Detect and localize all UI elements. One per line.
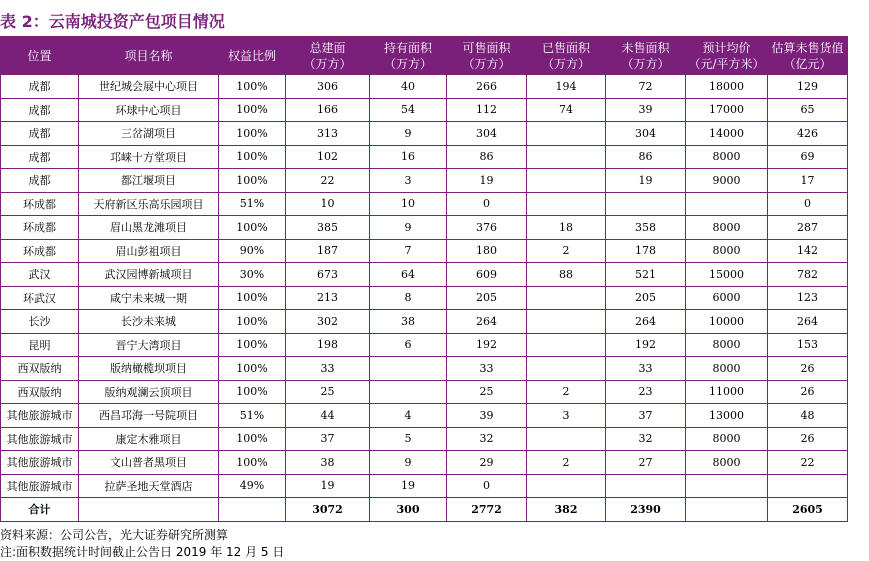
cell-location: 成都: [1, 75, 79, 99]
cell-total-gfa: 673: [286, 263, 370, 287]
cell-saleable-area: 33: [447, 357, 527, 381]
cell-held-area: [370, 380, 447, 404]
cell-sold-area: 2: [527, 451, 606, 475]
cell-total-gfa: 198: [286, 333, 370, 357]
cell-unsold-value: [768, 474, 848, 498]
cell-equity-ratio: 100%: [219, 98, 286, 122]
cell-total-gfa: 38: [286, 451, 370, 475]
cell-saleable-area: 0: [447, 474, 527, 498]
cell-unsold-area: 37: [606, 404, 686, 428]
cell-saleable-area: 192: [447, 333, 527, 357]
table-title: 表 2：云南城投资产包项目情况: [0, 12, 225, 31]
cell-unsold-value: 287: [768, 216, 848, 240]
table-row: [1, 310, 848, 334]
cell-saleable-area: 180: [447, 239, 527, 263]
cell-sold-area: [527, 145, 606, 169]
cell-location: 环成都: [1, 239, 79, 263]
cell-location: 长沙: [1, 310, 79, 334]
cell-equity-ratio: 100%: [219, 310, 286, 334]
table-row: [1, 169, 848, 193]
project-table: [0, 36, 848, 522]
header-unsold-value: 估算未售货值 （亿元）: [768, 37, 848, 75]
cell-equity-ratio: 90%: [219, 239, 286, 263]
table-row: [1, 380, 848, 404]
cell-project-name: 康定木雅项目: [79, 427, 219, 451]
table-row: [1, 474, 848, 498]
cell-equity-ratio: 100%: [219, 145, 286, 169]
cell-held-area: 9: [370, 451, 447, 475]
cell-saleable-area: 112: [447, 98, 527, 122]
cell-unsold-area: 358: [606, 216, 686, 240]
cell-project-name: 文山普者黑项目: [79, 451, 219, 475]
cell-held-area: 38: [370, 310, 447, 334]
total-project-name: [79, 498, 219, 522]
cell-unsold-value: 26: [768, 380, 848, 404]
cell-location: 其他旅游城市: [1, 451, 79, 475]
table-row: [1, 75, 848, 99]
cell-equity-ratio: 30%: [219, 263, 286, 287]
cell-unsold-value: 426: [768, 122, 848, 146]
cell-project-name: 三岔湖项目: [79, 122, 219, 146]
cell-held-area: 54: [370, 98, 447, 122]
cell-total-gfa: 102: [286, 145, 370, 169]
cell-avg-price: 11000: [686, 380, 768, 404]
header-saleable-area: 可售面积 （万方）: [447, 37, 527, 75]
cell-held-area: 19: [370, 474, 447, 498]
cell-held-area: 64: [370, 263, 447, 287]
cell-total-gfa: 166: [286, 98, 370, 122]
cell-unsold-area: 32: [606, 427, 686, 451]
cell-project-name: 世纪城会展中心项目: [79, 75, 219, 99]
total-unsold-value: 2605: [768, 498, 848, 522]
cell-sold-area: [527, 474, 606, 498]
cell-sold-area: 194: [527, 75, 606, 99]
cell-held-area: [370, 357, 447, 381]
cell-unsold-area: 72: [606, 75, 686, 99]
cell-saleable-area: 32: [447, 427, 527, 451]
cell-total-gfa: 302: [286, 310, 370, 334]
cell-unsold-value: 65: [768, 98, 848, 122]
total-held-area: 300: [370, 498, 447, 522]
cell-location: 其他旅游城市: [1, 404, 79, 428]
cell-location: 武汉: [1, 263, 79, 287]
cell-total-gfa: 25: [286, 380, 370, 404]
cell-equity-ratio: 100%: [219, 380, 286, 404]
cell-saleable-area: 266: [447, 75, 527, 99]
cell-sold-area: [527, 357, 606, 381]
cell-equity-ratio: 49%: [219, 474, 286, 498]
cell-equity-ratio: 51%: [219, 192, 286, 216]
cell-project-name: 天府新区乐高乐园项目: [79, 192, 219, 216]
cell-project-name: 邛崃十方堂项目: [79, 145, 219, 169]
cell-held-area: 8: [370, 286, 447, 310]
cell-project-name: 环球中心项目: [79, 98, 219, 122]
cell-unsold-area: [606, 192, 686, 216]
cell-unsold-area: 521: [606, 263, 686, 287]
header-equity-ratio: 权益比例: [219, 37, 286, 75]
cell-avg-price: [686, 474, 768, 498]
cell-avg-price: 6000: [686, 286, 768, 310]
cell-held-area: 4: [370, 404, 447, 428]
cell-total-gfa: 10: [286, 192, 370, 216]
cell-unsold-area: 264: [606, 310, 686, 334]
cell-location: 环成都: [1, 216, 79, 240]
cell-location: 成都: [1, 122, 79, 146]
cell-avg-price: 8000: [686, 357, 768, 381]
cell-held-area: 16: [370, 145, 447, 169]
cell-total-gfa: 385: [286, 216, 370, 240]
cell-unsold-area: 23: [606, 380, 686, 404]
cell-avg-price: 17000: [686, 98, 768, 122]
cell-unsold-value: 153: [768, 333, 848, 357]
cell-unsold-area: 39: [606, 98, 686, 122]
cell-saleable-area: 264: [447, 310, 527, 334]
cell-project-name: 长沙未来城: [79, 310, 219, 334]
cell-location: 其他旅游城市: [1, 427, 79, 451]
cell-avg-price: 8000: [686, 427, 768, 451]
cell-location: 昆明: [1, 333, 79, 357]
cell-project-name: 版纳橄榄坝项目: [79, 357, 219, 381]
total-location: 合计: [1, 498, 79, 522]
cell-unsold-area: 27: [606, 451, 686, 475]
cell-avg-price: 8000: [686, 333, 768, 357]
cell-unsold-value: 123: [768, 286, 848, 310]
cell-equity-ratio: 100%: [219, 333, 286, 357]
cell-unsold-value: 0: [768, 192, 848, 216]
table-row: [1, 216, 848, 240]
cell-location: 成都: [1, 169, 79, 193]
cell-equity-ratio: 100%: [219, 427, 286, 451]
cell-avg-price: 8000: [686, 451, 768, 475]
table-notes: [0, 527, 284, 561]
cell-sold-area: [527, 427, 606, 451]
header-unsold-area: 未售面积 （万方）: [606, 37, 686, 75]
cell-sold-area: 2: [527, 380, 606, 404]
cell-equity-ratio: 100%: [219, 216, 286, 240]
cell-sold-area: 3: [527, 404, 606, 428]
total-sold-area: 382: [527, 498, 606, 522]
table-row: [1, 404, 848, 428]
cell-saleable-area: 205: [447, 286, 527, 310]
cell-avg-price: [686, 192, 768, 216]
cell-sold-area: [527, 333, 606, 357]
header-held-area: 持有面积 （万方）: [370, 37, 447, 75]
total-avg-price: [686, 498, 768, 522]
cell-unsold-value: 782: [768, 263, 848, 287]
cell-total-gfa: 44: [286, 404, 370, 428]
cell-unsold-value: 26: [768, 357, 848, 381]
cell-total-gfa: 33: [286, 357, 370, 381]
table-row: [1, 333, 848, 357]
cell-avg-price: 8000: [686, 216, 768, 240]
cell-avg-price: 10000: [686, 310, 768, 334]
cell-project-name: 武汉园博新城项目: [79, 263, 219, 287]
cell-unsold-value: 17: [768, 169, 848, 193]
cell-location: 成都: [1, 98, 79, 122]
cell-project-name: 拉萨圣地天堂酒店: [79, 474, 219, 498]
cell-unsold-area: [606, 474, 686, 498]
cell-held-area: 9: [370, 216, 447, 240]
total-saleable-area: 2772: [447, 498, 527, 522]
cell-saleable-area: 376: [447, 216, 527, 240]
cell-held-area: 5: [370, 427, 447, 451]
header-sold-area: 已售面积 （万方）: [527, 37, 606, 75]
cell-total-gfa: 306: [286, 75, 370, 99]
cell-unsold-value: 129: [768, 75, 848, 99]
cell-saleable-area: 25: [447, 380, 527, 404]
cell-avg-price: 8000: [686, 239, 768, 263]
total-unsold-area: 2390: [606, 498, 686, 522]
cell-avg-price: 9000: [686, 169, 768, 193]
cell-equity-ratio: 100%: [219, 122, 286, 146]
cell-total-gfa: 19: [286, 474, 370, 498]
cell-sold-area: [527, 310, 606, 334]
cell-project-name: 眉山彭祖项目: [79, 239, 219, 263]
cell-equity-ratio: 100%: [219, 451, 286, 475]
cell-sold-area: 18: [527, 216, 606, 240]
cell-total-gfa: 22: [286, 169, 370, 193]
cell-location: 西双版纳: [1, 357, 79, 381]
header-location: 位置: [1, 37, 79, 75]
cell-saleable-area: 0: [447, 192, 527, 216]
total-total-gfa: 3072: [286, 498, 370, 522]
cell-held-area: 3: [370, 169, 447, 193]
table-row: [1, 122, 848, 146]
cell-held-area: 6: [370, 333, 447, 357]
cell-project-name: 眉山黑龙滩项目: [79, 216, 219, 240]
table-header-row: [1, 37, 848, 75]
cell-unsold-area: 19: [606, 169, 686, 193]
cell-unsold-area: 33: [606, 357, 686, 381]
cell-saleable-area: 304: [447, 122, 527, 146]
cell-project-name: 版纳观澜云顶项目: [79, 380, 219, 404]
table-row: [1, 451, 848, 475]
cell-unsold-value: 264: [768, 310, 848, 334]
cell-total-gfa: 37: [286, 427, 370, 451]
cell-total-gfa: 187: [286, 239, 370, 263]
cell-equity-ratio: 100%: [219, 357, 286, 381]
table-row: [1, 145, 848, 169]
header-project-name: 项目名称: [79, 37, 219, 75]
table-row: [1, 192, 848, 216]
cell-location: 西双版纳: [1, 380, 79, 404]
cell-sold-area: 74: [527, 98, 606, 122]
header-avg-price: 预计均价 （元/平方米）: [686, 37, 768, 75]
source-note: 资料来源：公司公告，光大证券研究所测算: [0, 528, 229, 542]
total-equity-ratio: [219, 498, 286, 522]
cell-saleable-area: 19: [447, 169, 527, 193]
cell-location: 环成都: [1, 192, 79, 216]
table-row: [1, 98, 848, 122]
cell-avg-price: 15000: [686, 263, 768, 287]
cell-total-gfa: 213: [286, 286, 370, 310]
total-row: [1, 498, 848, 522]
cell-avg-price: 18000: [686, 75, 768, 99]
cell-sold-area: 2: [527, 239, 606, 263]
cell-equity-ratio: 51%: [219, 404, 286, 428]
cell-project-name: 晋宁大湾项目: [79, 333, 219, 357]
cell-unsold-value: 69: [768, 145, 848, 169]
cell-avg-price: 8000: [686, 145, 768, 169]
cell-unsold-value: 22: [768, 451, 848, 475]
cell-location: 环武汉: [1, 286, 79, 310]
cell-unsold-area: 304: [606, 122, 686, 146]
cell-saleable-area: 609: [447, 263, 527, 287]
date-note: 注:面积数据统计时间截止公告日 2019 年 12 月 5 日: [0, 545, 285, 559]
cell-saleable-area: 29: [447, 451, 527, 475]
cell-held-area: 7: [370, 239, 447, 263]
cell-held-area: 10: [370, 192, 447, 216]
cell-unsold-area: 205: [606, 286, 686, 310]
cell-sold-area: [527, 286, 606, 310]
cell-sold-area: 88: [527, 263, 606, 287]
cell-project-name: 西昌邛海一号院项目: [79, 404, 219, 428]
cell-project-name: 咸宁未来城一期: [79, 286, 219, 310]
cell-sold-area: [527, 122, 606, 146]
cell-location: 成都: [1, 145, 79, 169]
table-row: [1, 357, 848, 381]
cell-held-area: 40: [370, 75, 447, 99]
cell-avg-price: 14000: [686, 122, 768, 146]
cell-sold-area: [527, 192, 606, 216]
cell-unsold-area: 178: [606, 239, 686, 263]
cell-avg-price: 13000: [686, 404, 768, 428]
cell-unsold-area: 86: [606, 145, 686, 169]
cell-unsold-value: 142: [768, 239, 848, 263]
header-total-gfa: 总建面 （万方）: [286, 37, 370, 75]
table-row: [1, 286, 848, 310]
cell-unsold-value: 26: [768, 427, 848, 451]
table-row: [1, 263, 848, 287]
cell-sold-area: [527, 169, 606, 193]
cell-equity-ratio: 100%: [219, 75, 286, 99]
cell-unsold-value: 48: [768, 404, 848, 428]
cell-location: 其他旅游城市: [1, 474, 79, 498]
cell-held-area: 9: [370, 122, 447, 146]
cell-project-name: 都江堰项目: [79, 169, 219, 193]
cell-equity-ratio: 100%: [219, 286, 286, 310]
cell-equity-ratio: 100%: [219, 169, 286, 193]
table-row: [1, 427, 848, 451]
cell-total-gfa: 313: [286, 122, 370, 146]
cell-saleable-area: 86: [447, 145, 527, 169]
cell-saleable-area: 39: [447, 404, 527, 428]
table-row: [1, 239, 848, 263]
cell-unsold-area: 192: [606, 333, 686, 357]
